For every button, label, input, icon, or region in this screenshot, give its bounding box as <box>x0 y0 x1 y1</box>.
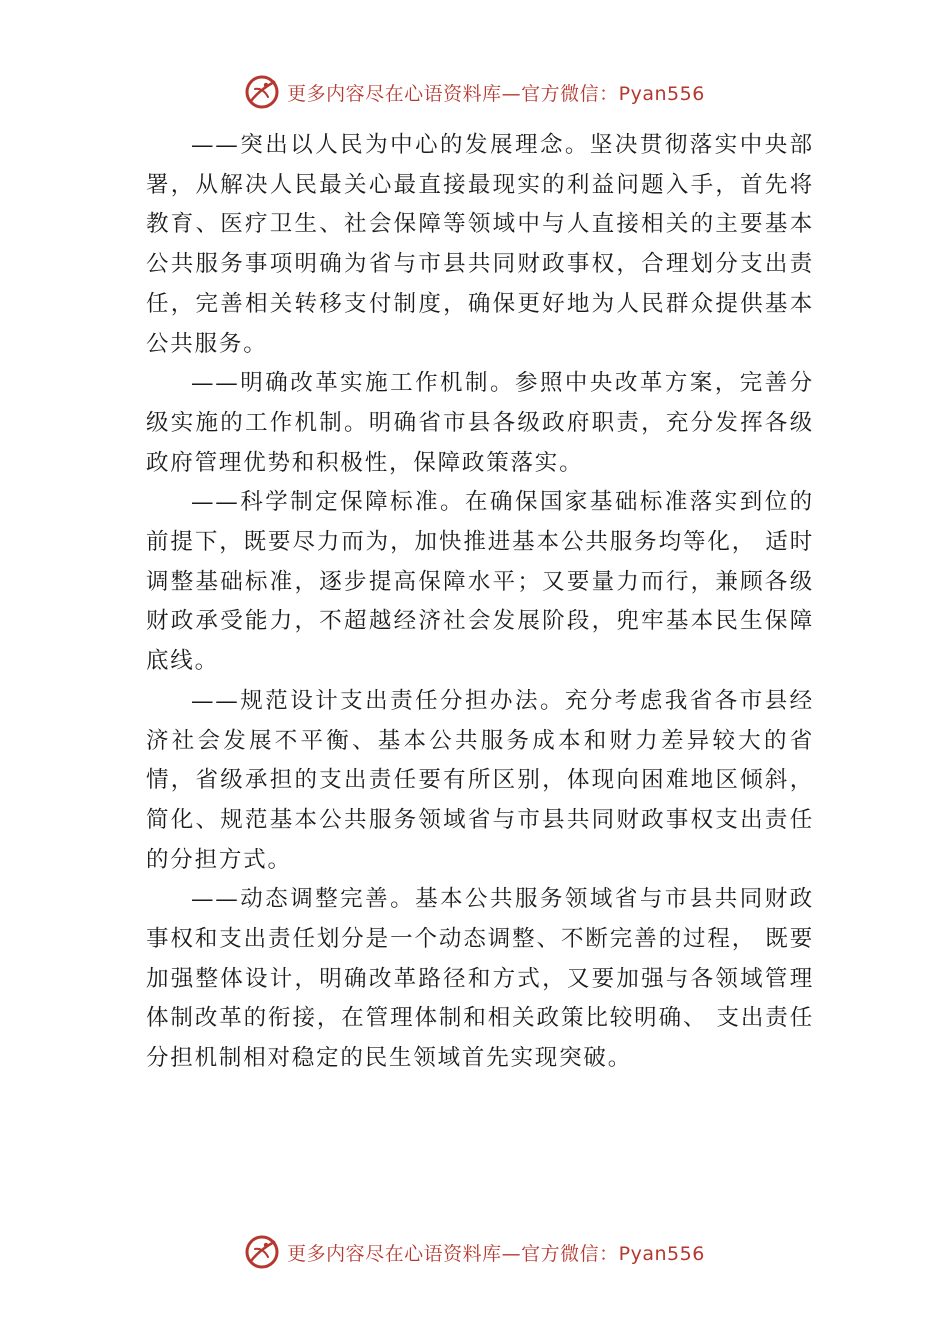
header-banner <box>0 72 950 112</box>
calligraphy-seal-icon <box>245 1235 279 1269</box>
paragraph: ——科学制定保障标准。在确保国家基础标准落实到位的前提下，既要尽力而为，加快推进基本公共服务均等化， 适时调整基础标准，逐步提高保障水平；又要量力而行，兼顾各级财政承受能力，不超越经济社会发展阶段，兜牢基本民生保障底线。 <box>146 489 814 675</box>
footer-banner <box>0 1232 950 1272</box>
paragraph: ——规范设计支出责任分担办法。充分考虑我省各市县经济社会发展不平衡、基本公共服务成本和财力差异较大的省情，省级承担的支出责任要有所区别，体现向困难地区倾斜，简化、规范基本公共服务领域省与市县共同财政事权支出责任的分担方式。 <box>146 687 814 873</box>
header-text: 更多内容尽在心语资料库—官方微信：Pyan556 <box>287 82 705 105</box>
paragraph: ——突出以人民为中心的发展理念。坚决贯彻落实中央部署，从解决人民最关心最直接最现实的利益问题入手，首先将教育、医疗卫生、社会保障等领域中与人直接相关的主要基本公共服务事项明确为省与市县共同财政事权，合理划分支出责任，完善相关转移支付制度，确保更好地为人民群众提供基本公共服务。 <box>146 132 814 357</box>
calligraphy-seal-icon <box>245 75 279 109</box>
footer-text: 更多内容尽在心语资料库—官方微信：Pyan556 <box>287 1242 705 1265</box>
document-body <box>146 126 814 1079</box>
paragraph: ——明确改革实施工作机制。参照中央改革方案，完善分级实施的工作机制。明确省市县各级政府职责，充分发挥各级政府管理优势和积极性，保障政策落实。 <box>146 370 814 476</box>
paragraph: ——动态调整完善。基本公共服务领域省与市县共同财政事权和支出责任划分是一个动态调整、不断完善的过程， 既要加强整体设计，明确改革路径和方式，又要加强与各领域管理体制改革的衔接，在管理体制和相关政策比较明确、 支出责任分担机制相对稳定的民生领域首先实现突破。 <box>146 886 814 1072</box>
